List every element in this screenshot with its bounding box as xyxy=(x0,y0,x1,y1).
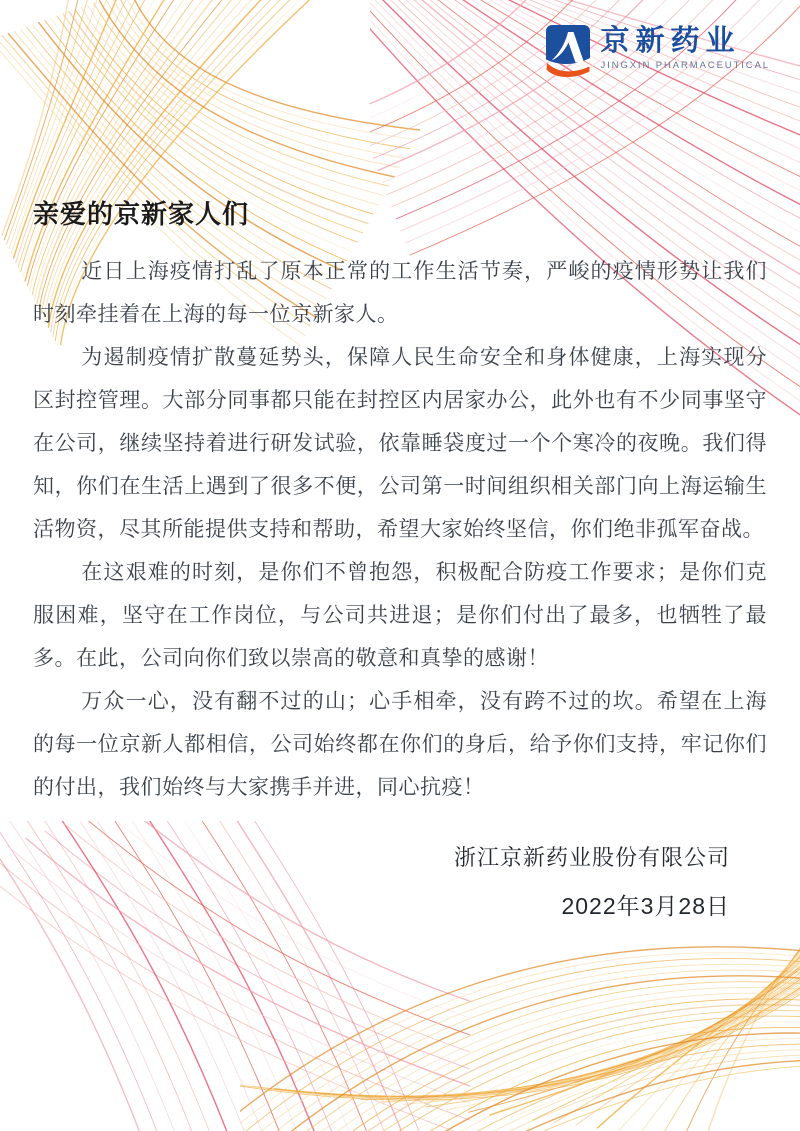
letter-content xyxy=(33,194,767,919)
company-logo xyxy=(546,25,770,80)
letter-signature xyxy=(33,845,767,919)
letter-paragraph: 近日上海疫情打乱了原本正常的工作生活节奏，严峻的疫情形势让我们时刻牵挂着在上海的每一位京新家人。 xyxy=(33,260,767,326)
corner-decoration-bottom-right xyxy=(240,896,800,1131)
jingxin-mark-icon xyxy=(546,25,590,80)
letter-body xyxy=(33,250,767,809)
logo-name-cn: 京新药业 xyxy=(600,25,741,57)
letter-paragraph: 在这艰难的时刻，是你们不曾抱怨，积极配合防疫工作要求；是你们克服困难，坚守在工作岗位，与公司共进退；是你们付出了最多，也牺牲了最多。在此，公司向你们致以崇高的敬意和真挚的感谢！ xyxy=(33,561,767,670)
letter-paragraph: 万众一心，没有翻不过的山；心手相牵，没有跨不过的坎。希望在上海的每一位京新人都相信，公司始终都在你们的身后，给予你们支持，牢记你们的付出，我们始终与大家携手并进，同心抗疫！ xyxy=(33,690,767,799)
signature-company: 浙江京新药业股份有限公司 xyxy=(453,845,730,870)
letter-paragraph: 为遏制疫情扩散蔓延势头，保障人民生命安全和身体健康，上海实现分区封控管理。大部分同事都只能在封控区内居家办公，此外也有不少同事坚守在公司，继续坚持着进行研发试验，依靠睡袋度过一个个寒冷的夜晚。我们得知，你们在生活上遇到了很多不便，公司第一时间组织相关部门向上海运输生活物资，尽其所能提供支持和帮助，希望大家始终坚信，你们绝非孤军奋战。 xyxy=(33,346,767,541)
letter-salutation: 亲爱的京新家人们 xyxy=(33,199,250,229)
logo-name-en: JINGXIN PHARMACEUTICAL xyxy=(600,60,770,71)
signature-date: 2022年3月28日 xyxy=(561,893,730,919)
logo-text xyxy=(600,25,770,71)
